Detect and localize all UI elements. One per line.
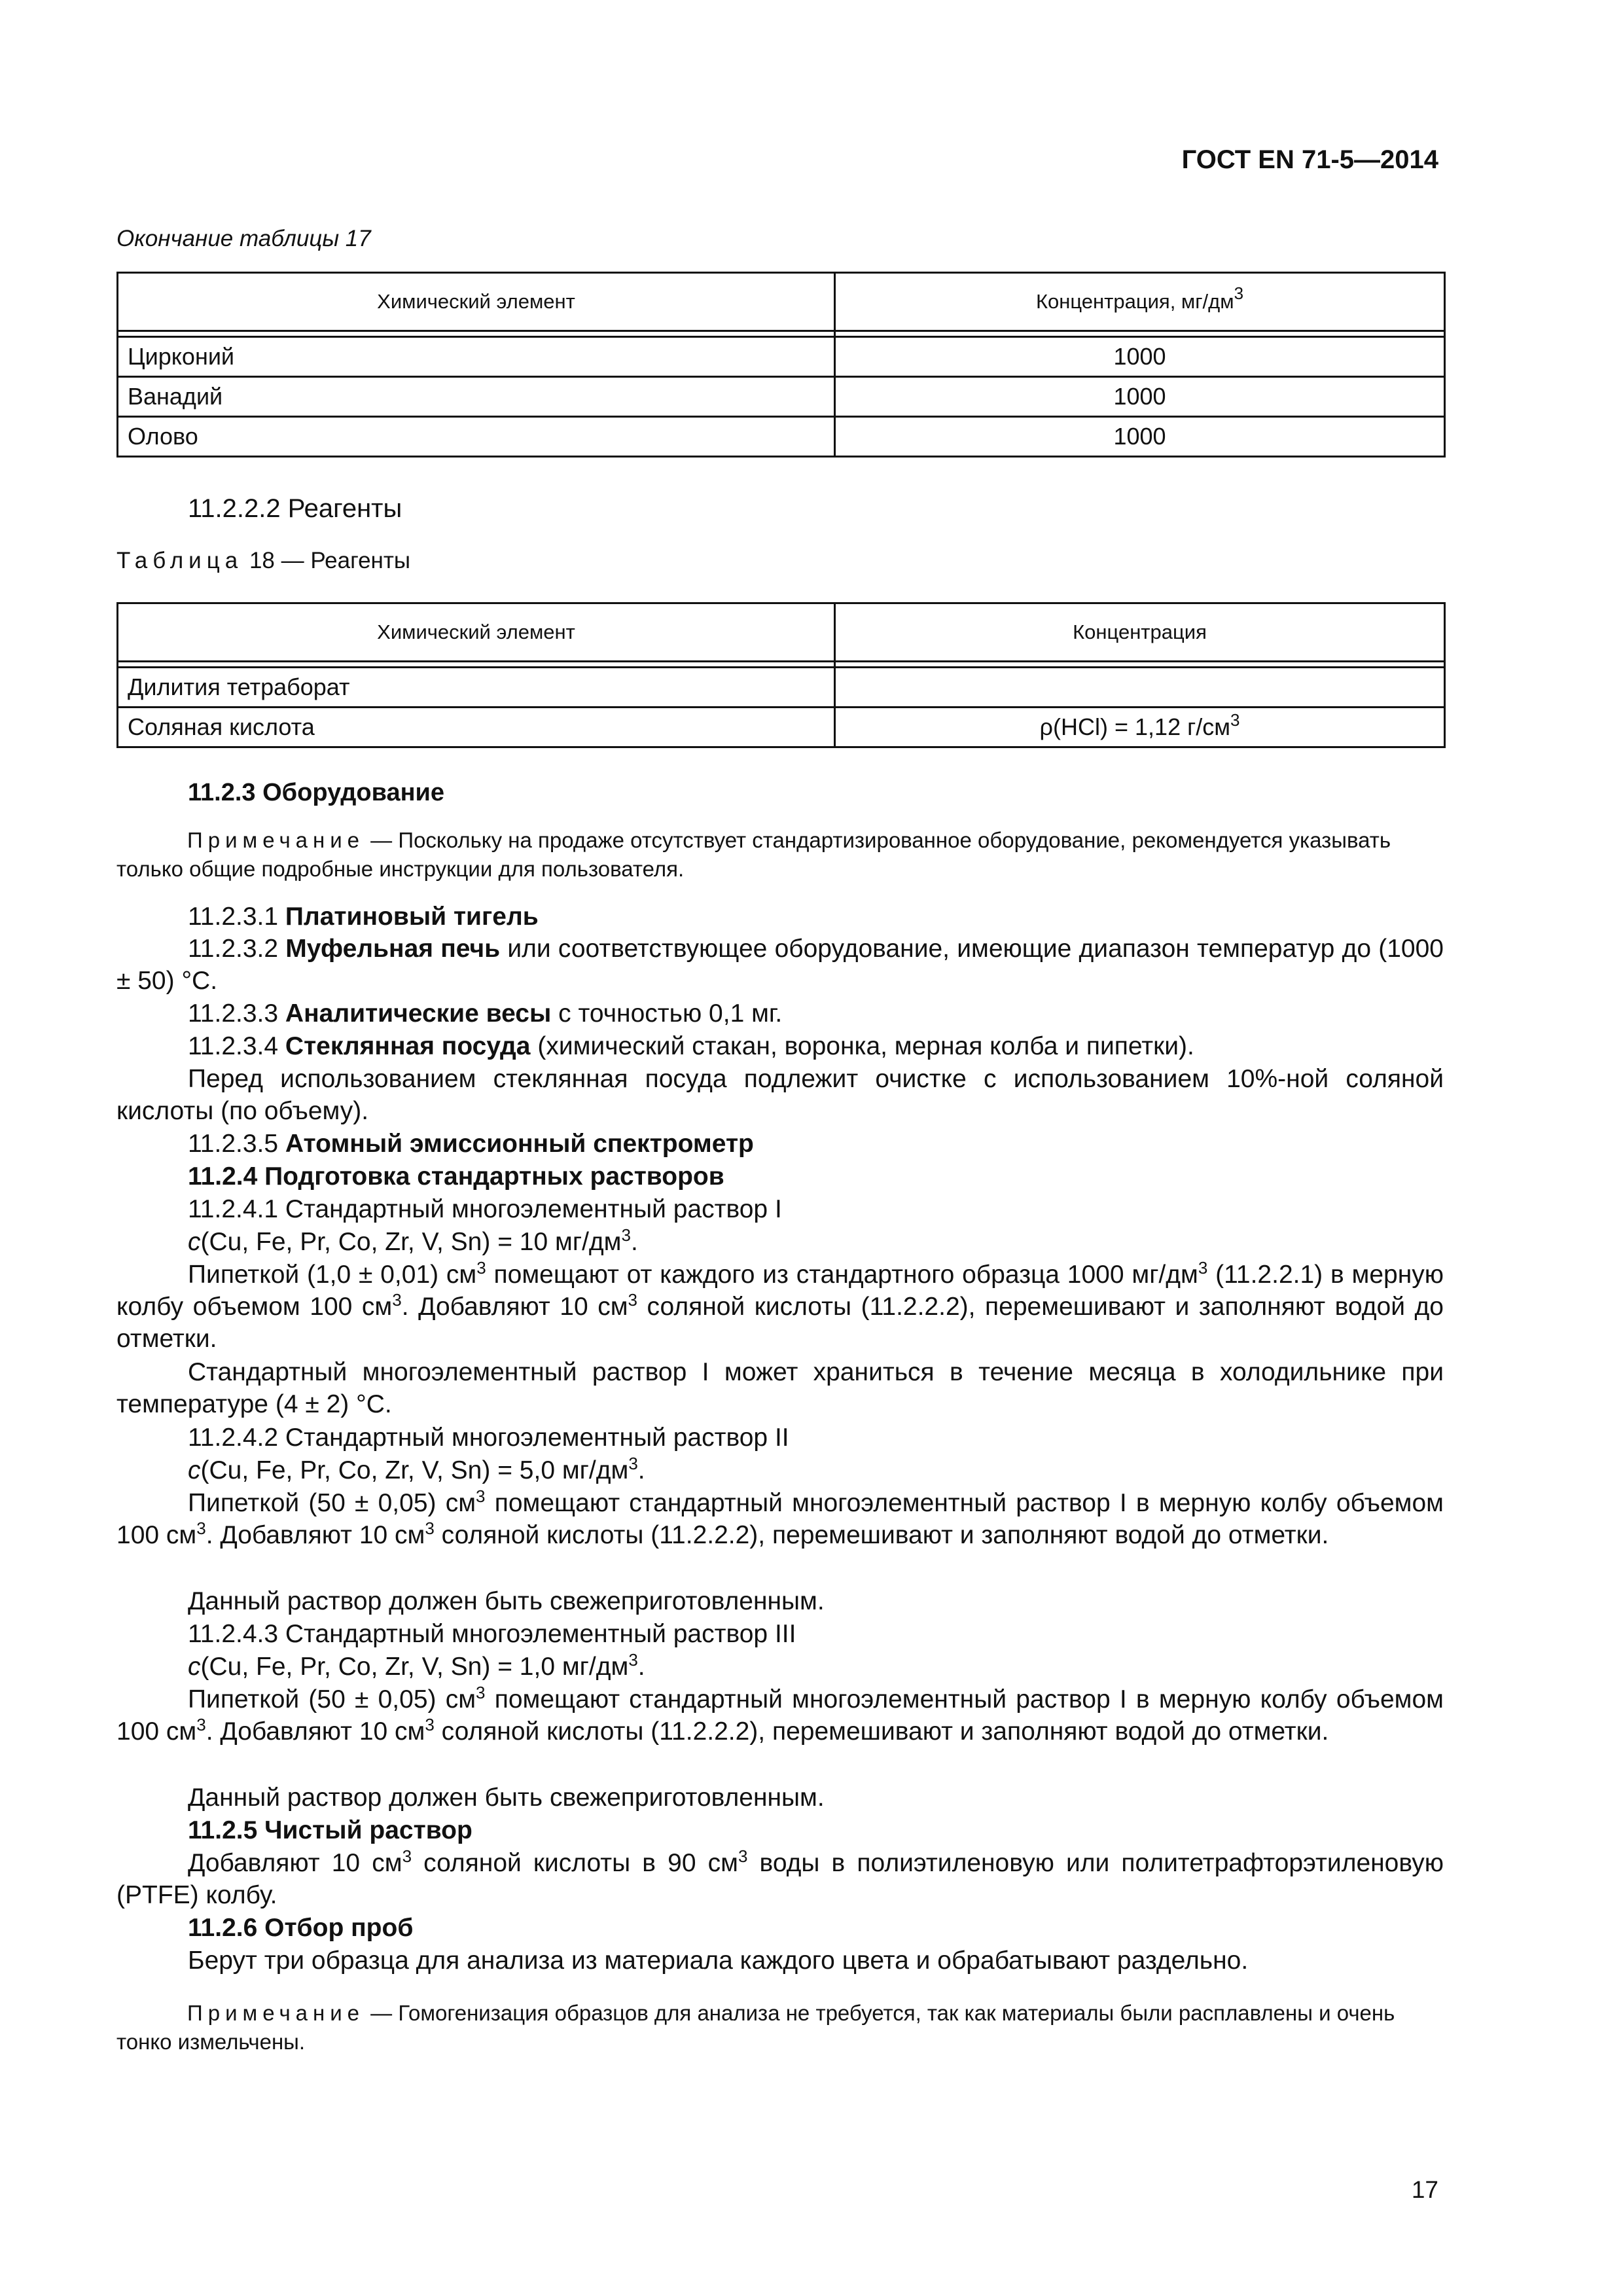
sampling-note: Примечание — Гомогенизация образцов для анализа не требуется, так как материалы были расплавлены и очень тонко измельчены. [116, 2001, 1395, 2054]
cell-value: 1000 [835, 377, 1445, 417]
cell-element: Дилития тетраборат [118, 668, 835, 708]
standards-title: 11.2.4 Подготовка стандартных растворов [188, 1162, 724, 1191]
table-18 [116, 602, 1446, 748]
page-number: 17 [1411, 2176, 1438, 2203]
standard-3-concentration: c(Cu, Fe, Pr, Co, Zr, V, Sn) = 1,0 $мг/дм^3$. [188, 1650, 645, 1681]
glassware-note: Перед использованием стеклянная посуда подлежит очистке с использованием 10%-ной соляной кислоты (по объему). [116, 1065, 1444, 1125]
document-id: ГОСТ EN 71-5—2014 [1181, 145, 1438, 174]
reagents-heading: 11.2.2.2 Реагенты [188, 494, 402, 523]
equipment-item: 11.2.3.2 Муфельная печь или соответствующее оборудование, имеющие диапазон температур до (1000 ± 50) °С. [116, 935, 1444, 995]
cell-value [835, 668, 1445, 708]
standard-2-concentration: c(Cu, Fe, Pr, Co, Zr, V, Sn) = 5,0 $мг/дм^3$. [188, 1454, 645, 1484]
column-header-element: Химический элемент [118, 273, 835, 331]
fresh-solution-note: Данный раствор должен быть свежеприготовленным. [188, 1784, 825, 1812]
standard-3-procedure: Пипеткой (50 ± 0,05) $см^3$ помещают стандартный многоэлементный раствор I в мерную колбу объемом 100 $см^3$. Добавляют 10 $см^3$ соляной кислоты (11.2.2.2), перемешивают и заполняют водой до отметки. [116, 1683, 1444, 1746]
standard-1-storage: Стандартный многоэлементный раствор I может храниться в течение месяца в холодильнике при температуре (4 ± 2) °С. [116, 1358, 1444, 1418]
table-header-row [118, 603, 1445, 662]
table-row [118, 337, 1445, 377]
standard-1-title: 11.2.4.1 Стандартный многоэлементный раствор I [188, 1195, 782, 1223]
cell-element: Ванадий [118, 377, 835, 417]
table-row [118, 708, 1445, 747]
standard-2-title: 11.2.4.2 Стандартный многоэлементный раствор II [188, 1424, 789, 1452]
equipment-item: 11.2.3.3 Аналитические весы с точностью 0,1 мг. [188, 999, 783, 1028]
table-header-row [118, 273, 1445, 331]
table-17 [116, 272, 1446, 457]
equipment-item: 11.2.3.1 Платиновый тигель [188, 903, 539, 931]
column-header-element: Химический элемент [118, 603, 835, 662]
equipment-item: 11.2.3.5 Атомный эмиссионный спектрометр [188, 1130, 754, 1158]
cell-value: ρ(HCl) = 1,12 $г/см^3$ [835, 708, 1445, 747]
standard-3-title: 11.2.4.3 Стандартный многоэлементный раствор III [188, 1620, 796, 1648]
standard-2-procedure: Пипеткой (50 ± 0,05) $см^3$ помещают стандартный многоэлементный раствор I в мерную колбу объемом 100 $см^3$. Добавляют 10 $см^3$ соляной кислоты (11.2.2.2), перемешивают и заполняют водой до отметки. [116, 1486, 1444, 1549]
table-row [118, 417, 1445, 457]
standard-1-concentration: c(Cu, Fe, Pr, Co, Zr, V, Sn) = 10 $мг/дм^3$. [188, 1225, 638, 1256]
table-row [118, 668, 1445, 708]
equipment-title: 11.2.3 Оборудование [188, 779, 445, 806]
column-header-concentration: Концентрация [835, 603, 1445, 662]
table-18-caption: Таблица 18 — Реагенты [116, 548, 411, 573]
sampling-title: 11.2.6 Отбор проб [188, 1914, 414, 1942]
equipment-note: Примечание — Поскольку на продаже отсутствует стандартизированное оборудование, рекомендуется указывать только общие подробные инструкции для пользователя. [116, 828, 1391, 881]
cell-element: Соляная кислота [118, 708, 835, 747]
cell-element: Олово [118, 417, 835, 457]
cell-value: 1000 [835, 337, 1445, 377]
fresh-solution-note: Данный раствор должен быть свежеприготовленным. [188, 1587, 825, 1615]
table-17-caption: Окончание таблицы 17 [116, 226, 371, 251]
equipment-item: 11.2.3.4 Стеклянная посуда (химический стакан, воронка, мерная колба и пипетки). [188, 1032, 1194, 1060]
sampling-text: Берут три образца для анализа из материала каждого цвета и обрабатывают раздельно. [188, 1946, 1249, 1975]
blank-title: 11.2.5 Чистый раствор [188, 1816, 473, 1844]
blank-procedure: Добавляют 10 $см^3$ соляной кислоты в 90 $см^3$ воды в полиэтиленовую или политетрафторэтиленовую (PTFE) колбу. [116, 1846, 1444, 1909]
table-row [118, 377, 1445, 417]
column-header-concentration: Концентрация, $мг/дм^3$ [835, 273, 1445, 331]
cell-element: Цирконий [118, 337, 835, 377]
cell-value: 1000 [835, 417, 1445, 457]
standard-1-procedure: Пипеткой (1,0 ± 0,01) $см^3$ помещают от каждого из стандартного образца 1000 $мг/дм^3$ (11.2.2.1) в мерную колбу объемом 100 $см^3$. Добавляют 10 $см^3$ соляной кислоты (11.2.2.2), перемешивают и заполняют водой до отметки. [116, 1258, 1444, 1353]
